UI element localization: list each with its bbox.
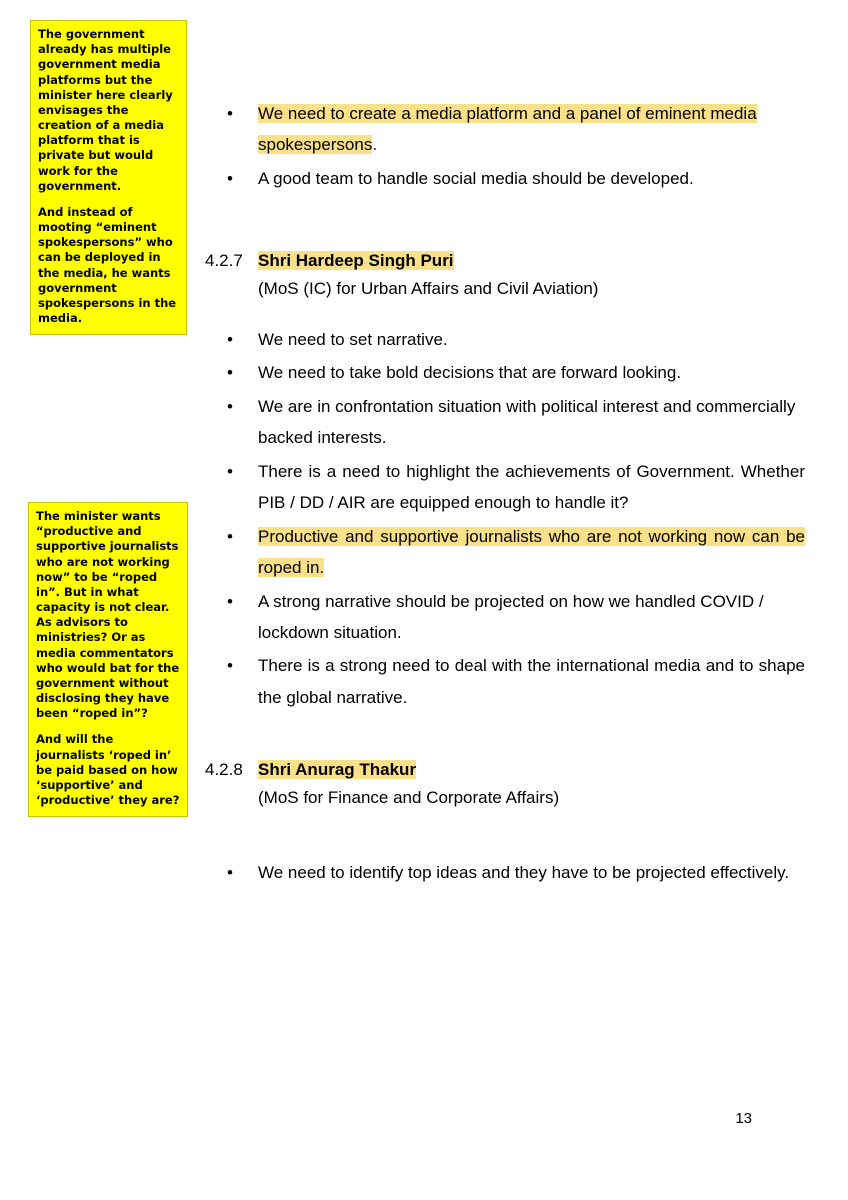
bullet-icon: •: [227, 862, 233, 882]
list-item: [205, 456, 805, 519]
list-item-text: We need to take bold decisions that are forward looking.: [258, 363, 682, 383]
list-item: [205, 98, 805, 161]
list-item-text: We need to create a media platform and a panel of eminent media spokespersons: [258, 104, 757, 155]
annotation-paragraph: The minister wants “productive and supportive journalists who are not working now” to be “roped in”. But in what capacity is not clear. As advisors to ministries? Or as media commentators who would bat for the government without disclosing they have been “roped in”?: [36, 509, 180, 721]
list-item: [205, 857, 805, 888]
section-number: 4.2.7: [205, 251, 243, 271]
list-item: [205, 391, 805, 454]
list-item-text: We need to identify top ideas and they have to be projected effectively.: [258, 862, 790, 882]
list-item: [205, 163, 805, 194]
list-item-text: A good team to handle social media should be developed.: [258, 168, 694, 188]
bullet-icon: •: [227, 461, 233, 481]
list-item-text: A strong narrative should be projected on how we handled COVID / lockdown situation.: [258, 591, 764, 642]
section-designation: (MoS (IC) for Urban Affairs and Civil Aviation): [258, 278, 599, 298]
bullet-icon: •: [227, 363, 233, 383]
annotation-paragraph: And instead of mooting “eminent spokespersons” who can be deployed in the media, he wants government spokespersons in the media.: [38, 204, 177, 326]
bullet-icon: •: [227, 330, 233, 349]
bullet-icon: •: [227, 168, 233, 188]
bullet-icon: •: [227, 526, 233, 546]
section-heading-428: [205, 757, 805, 811]
list-item: [205, 324, 805, 355]
section-428-bullet-list: [205, 857, 805, 888]
list-item-text: There is a strong need to deal with the international media and to shape the global narrative.: [258, 656, 805, 707]
list-item-text: We need to set narrative.: [258, 330, 448, 349]
list-item-text-tail: .: [372, 135, 378, 155]
bullet-icon: •: [227, 396, 233, 416]
list-item-text: We are in confrontation situation with political interest and commercially backed interests.: [258, 396, 796, 448]
list-item: [205, 650, 805, 713]
section-number: 4.2.8: [205, 760, 243, 780]
section-heading-427: [205, 248, 805, 302]
bullet-icon: •: [227, 104, 233, 123]
top-bullet-list: [205, 98, 805, 194]
section-title: Shri Hardeep Singh Puri: [258, 251, 454, 271]
list-item-highlighted: [205, 521, 805, 584]
list-item-text: Productive and supportive journalists who are not working now can be roped in.: [258, 526, 805, 578]
list-item: [205, 357, 805, 388]
margin-annotation-2: [28, 502, 188, 817]
document-body: [205, 0, 805, 890]
annotation-paragraph: The government already has multiple government media platforms but the minister here clearly envisages the creation of a media platform that is private but would work for the government.: [38, 27, 173, 193]
section-designation: (MoS for Finance and Corporate Affairs): [258, 787, 560, 807]
bullet-icon: •: [227, 591, 233, 611]
annotation-paragraph: And will the journalists ‘roped in’ be paid based on how ‘supportive’ and ‘productive’ they are?: [36, 732, 180, 808]
list-item-text: There is a need to highlight the achievements of Government. Whether PIB / DD / AIR are equipped enough to handle it?: [258, 461, 805, 513]
margin-annotation-1: [30, 20, 187, 335]
bullet-icon: •: [227, 656, 233, 676]
section-title: Shri Anurag Thakur: [258, 760, 417, 780]
section-427-bullet-list: [205, 324, 805, 713]
page-number: 13: [735, 1110, 752, 1127]
list-item: [205, 586, 805, 649]
